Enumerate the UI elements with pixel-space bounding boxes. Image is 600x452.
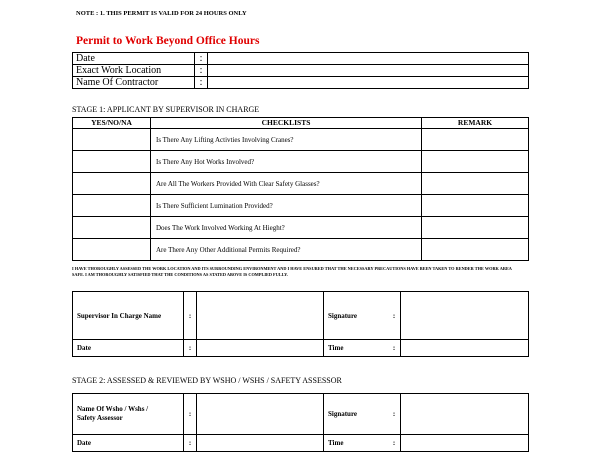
remark-cell[interactable] <box>422 217 529 239</box>
date-colon: : <box>195 53 208 65</box>
answer-cell[interactable] <box>73 195 151 217</box>
supervisor-signature-label: Signature <box>324 292 389 340</box>
stage2-heading: STAGE 2: ASSESSED & REVIEWED BY WSHO / WSHS / SAFETY ASSESSOR <box>72 376 342 385</box>
table-row <box>73 151 529 173</box>
supervisor-date-field[interactable] <box>197 340 324 357</box>
validity-note: NOTE : 1. THIS PERMIT IS VALID FOR 24 HOURS ONLY <box>76 10 247 17</box>
supervisor-date-label: Date <box>73 340 184 357</box>
checklist-item: Are There Any Other Additional Permits Required? <box>151 239 422 261</box>
answer-cell[interactable] <box>73 239 151 261</box>
assessor-signature-table <box>72 393 529 452</box>
supervisor-name-label: Supervisor In Charge Name <box>73 292 184 340</box>
assessor-date-colon: : <box>184 435 197 452</box>
contractor-label: Name Of Contractor <box>73 77 195 89</box>
remark-cell[interactable] <box>422 173 529 195</box>
page-title: Permit to Work Beyond Office Hours <box>76 35 260 47</box>
info-row-contractor <box>73 77 529 89</box>
checklists-header: CHECKLISTS <box>151 118 422 129</box>
remark-cell[interactable] <box>422 151 529 173</box>
date-field[interactable] <box>208 53 529 65</box>
assessor-name-colon: : <box>184 394 197 435</box>
supervisor-date-colon: : <box>184 340 197 357</box>
remark-cell[interactable] <box>422 239 529 261</box>
declaration-text: I HAVE THOROUGHLY ASSESSED THE WORK LOCATION AND ITS SURROUNDING ENVIRONMENT AND I HAVE ENSURED THAT THE NECESSARY PRECAUTIONS HAVE BEEN TAKEN TO RENDER THE WORK AREA SAFE. I AM THOROUGHLY SATISFIED THAT THE CONDITIONS AS STATED ABOVE IS COMPLIED FULLY. <box>72 266 512 277</box>
remark-header: REMARK <box>422 118 529 129</box>
supervisor-signature-field[interactable] <box>401 292 529 340</box>
checklist-item: Is There Sufficient Lumination Provided? <box>151 195 422 217</box>
assessor-name-label-line2: Safety Assessor <box>77 414 123 422</box>
checklist-table <box>72 117 529 261</box>
assessor-name-label <box>73 394 184 435</box>
supervisor-time-label: Time <box>324 340 389 357</box>
checklist-header-row <box>73 118 529 129</box>
contractor-colon: : <box>195 77 208 89</box>
table-row <box>73 129 529 151</box>
assessor-time-label: Time <box>324 435 389 452</box>
assessor-time-field[interactable] <box>401 435 529 452</box>
contractor-field[interactable] <box>208 77 529 89</box>
assessor-signature-field[interactable] <box>401 394 529 435</box>
table-row <box>73 239 529 261</box>
yes-no-na-header: YES/NO/NA <box>73 118 151 129</box>
supervisor-signature-colon: : <box>388 292 401 340</box>
assessor-time-colon: : <box>388 435 401 452</box>
supervisor-time-field[interactable] <box>401 340 529 357</box>
stage1-heading: STAGE 1: APPLICANT BY SUPERVISOR IN CHARGE <box>72 105 260 114</box>
supervisor-signature-table <box>72 291 529 357</box>
answer-cell[interactable] <box>73 129 151 151</box>
permit-info-table <box>72 52 529 89</box>
table-row <box>73 217 529 239</box>
assessor-name-field[interactable] <box>197 394 324 435</box>
assessor-date-label: Date <box>73 435 184 452</box>
checklist-item: Does The Work Involved Working At Hieght? <box>151 217 422 239</box>
supervisor-name-field[interactable] <box>197 292 324 340</box>
assessor-signature-label: Signature <box>324 394 389 435</box>
checklist-item: Are All The Workers Provided With Clear Safety Glasses? <box>151 173 422 195</box>
assessor-date-field[interactable] <box>197 435 324 452</box>
date-label: Date <box>73 53 195 65</box>
supervisor-name-colon: : <box>184 292 197 340</box>
answer-cell[interactable] <box>73 217 151 239</box>
checklist-item: Is There Any Lifting Activties Involving Cranes? <box>151 129 422 151</box>
info-row-date <box>73 53 529 65</box>
location-field[interactable] <box>208 65 529 77</box>
answer-cell[interactable] <box>73 173 151 195</box>
table-row <box>73 195 529 217</box>
answer-cell[interactable] <box>73 151 151 173</box>
supervisor-time-colon: : <box>388 340 401 357</box>
assessor-signature-colon: : <box>388 394 401 435</box>
location-label: Exact Work Location <box>73 65 195 77</box>
location-colon: : <box>195 65 208 77</box>
table-row <box>73 173 529 195</box>
info-row-location <box>73 65 529 77</box>
remark-cell[interactable] <box>422 195 529 217</box>
remark-cell[interactable] <box>422 129 529 151</box>
checklist-item: Is There Any Hot Works Involved? <box>151 151 422 173</box>
assessor-name-label-line1: Name Of Wsho / Wshs / <box>77 405 149 413</box>
